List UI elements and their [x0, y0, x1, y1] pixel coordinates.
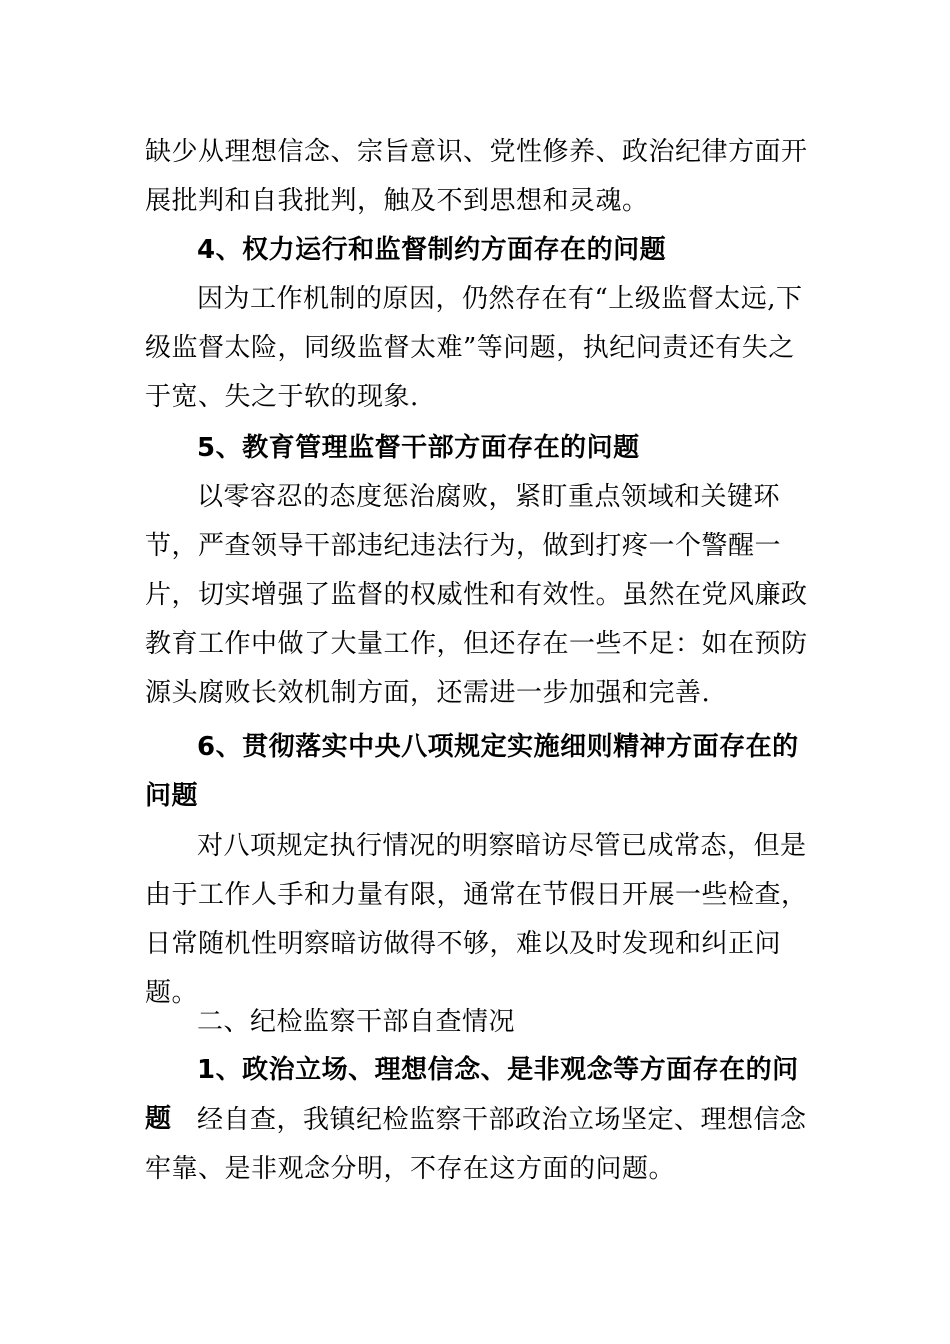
heading-section2-item-1: 1、政治立场、理想信念、是非观念等方面存在的问题 [145, 1055, 799, 1134]
paragraph-item-6: 对八项规定执行情况的明察暗访尽管已成常态，但是由于工作人手和力量有限，通常在节假日开展一些检查，日常随机性明察暗访做得不够，难以及时发现和纠正问题。 [145, 831, 808, 1008]
section-heading-2: 二、纪检监察干部自查情况 [197, 1007, 516, 1037]
paragraph-item-4: 因为工作机制的原因，仍然存在有“上级监督太远,下级监督太险，同级监督太难”等问题，执纪问责还有失之于宽、失之于软的现象. [145, 284, 803, 412]
heading-item-6: 6、贯彻落实中央八项规定实施细则精神方面存在的问题 [145, 732, 799, 811]
heading-item-5: 5、教育管理监督干部方面存在的问题 [197, 433, 640, 463]
paragraph-intro: 缺少从理想信念、宗旨意识、党性修养、政治纪律方面开展批判和自我批判，触及不到思想和灵魂。 [145, 137, 808, 216]
paragraph-item-5: 以零容忍的态度惩治腐败，紧盯重点领域和关键环节，严查领导干部违纪违法行为，做到打疼一个警醒一片，切实增强了监督的权威性和有效性。虽然在党风廉政教育工作中做了大量工作，但还存在一些不足：如在预防源头腐败长效机制方面，还需进一步加强和完善. [145, 482, 808, 708]
paragraph-section2-item-1: 经自查，我镇纪检监察干部政治立场坚定、理想信念牢靠、是非观念分明，不存在这方面的问题。 [145, 1105, 807, 1184]
heading-item-4: 4、权力运行和监督制约方面存在的问题 [197, 235, 667, 265]
